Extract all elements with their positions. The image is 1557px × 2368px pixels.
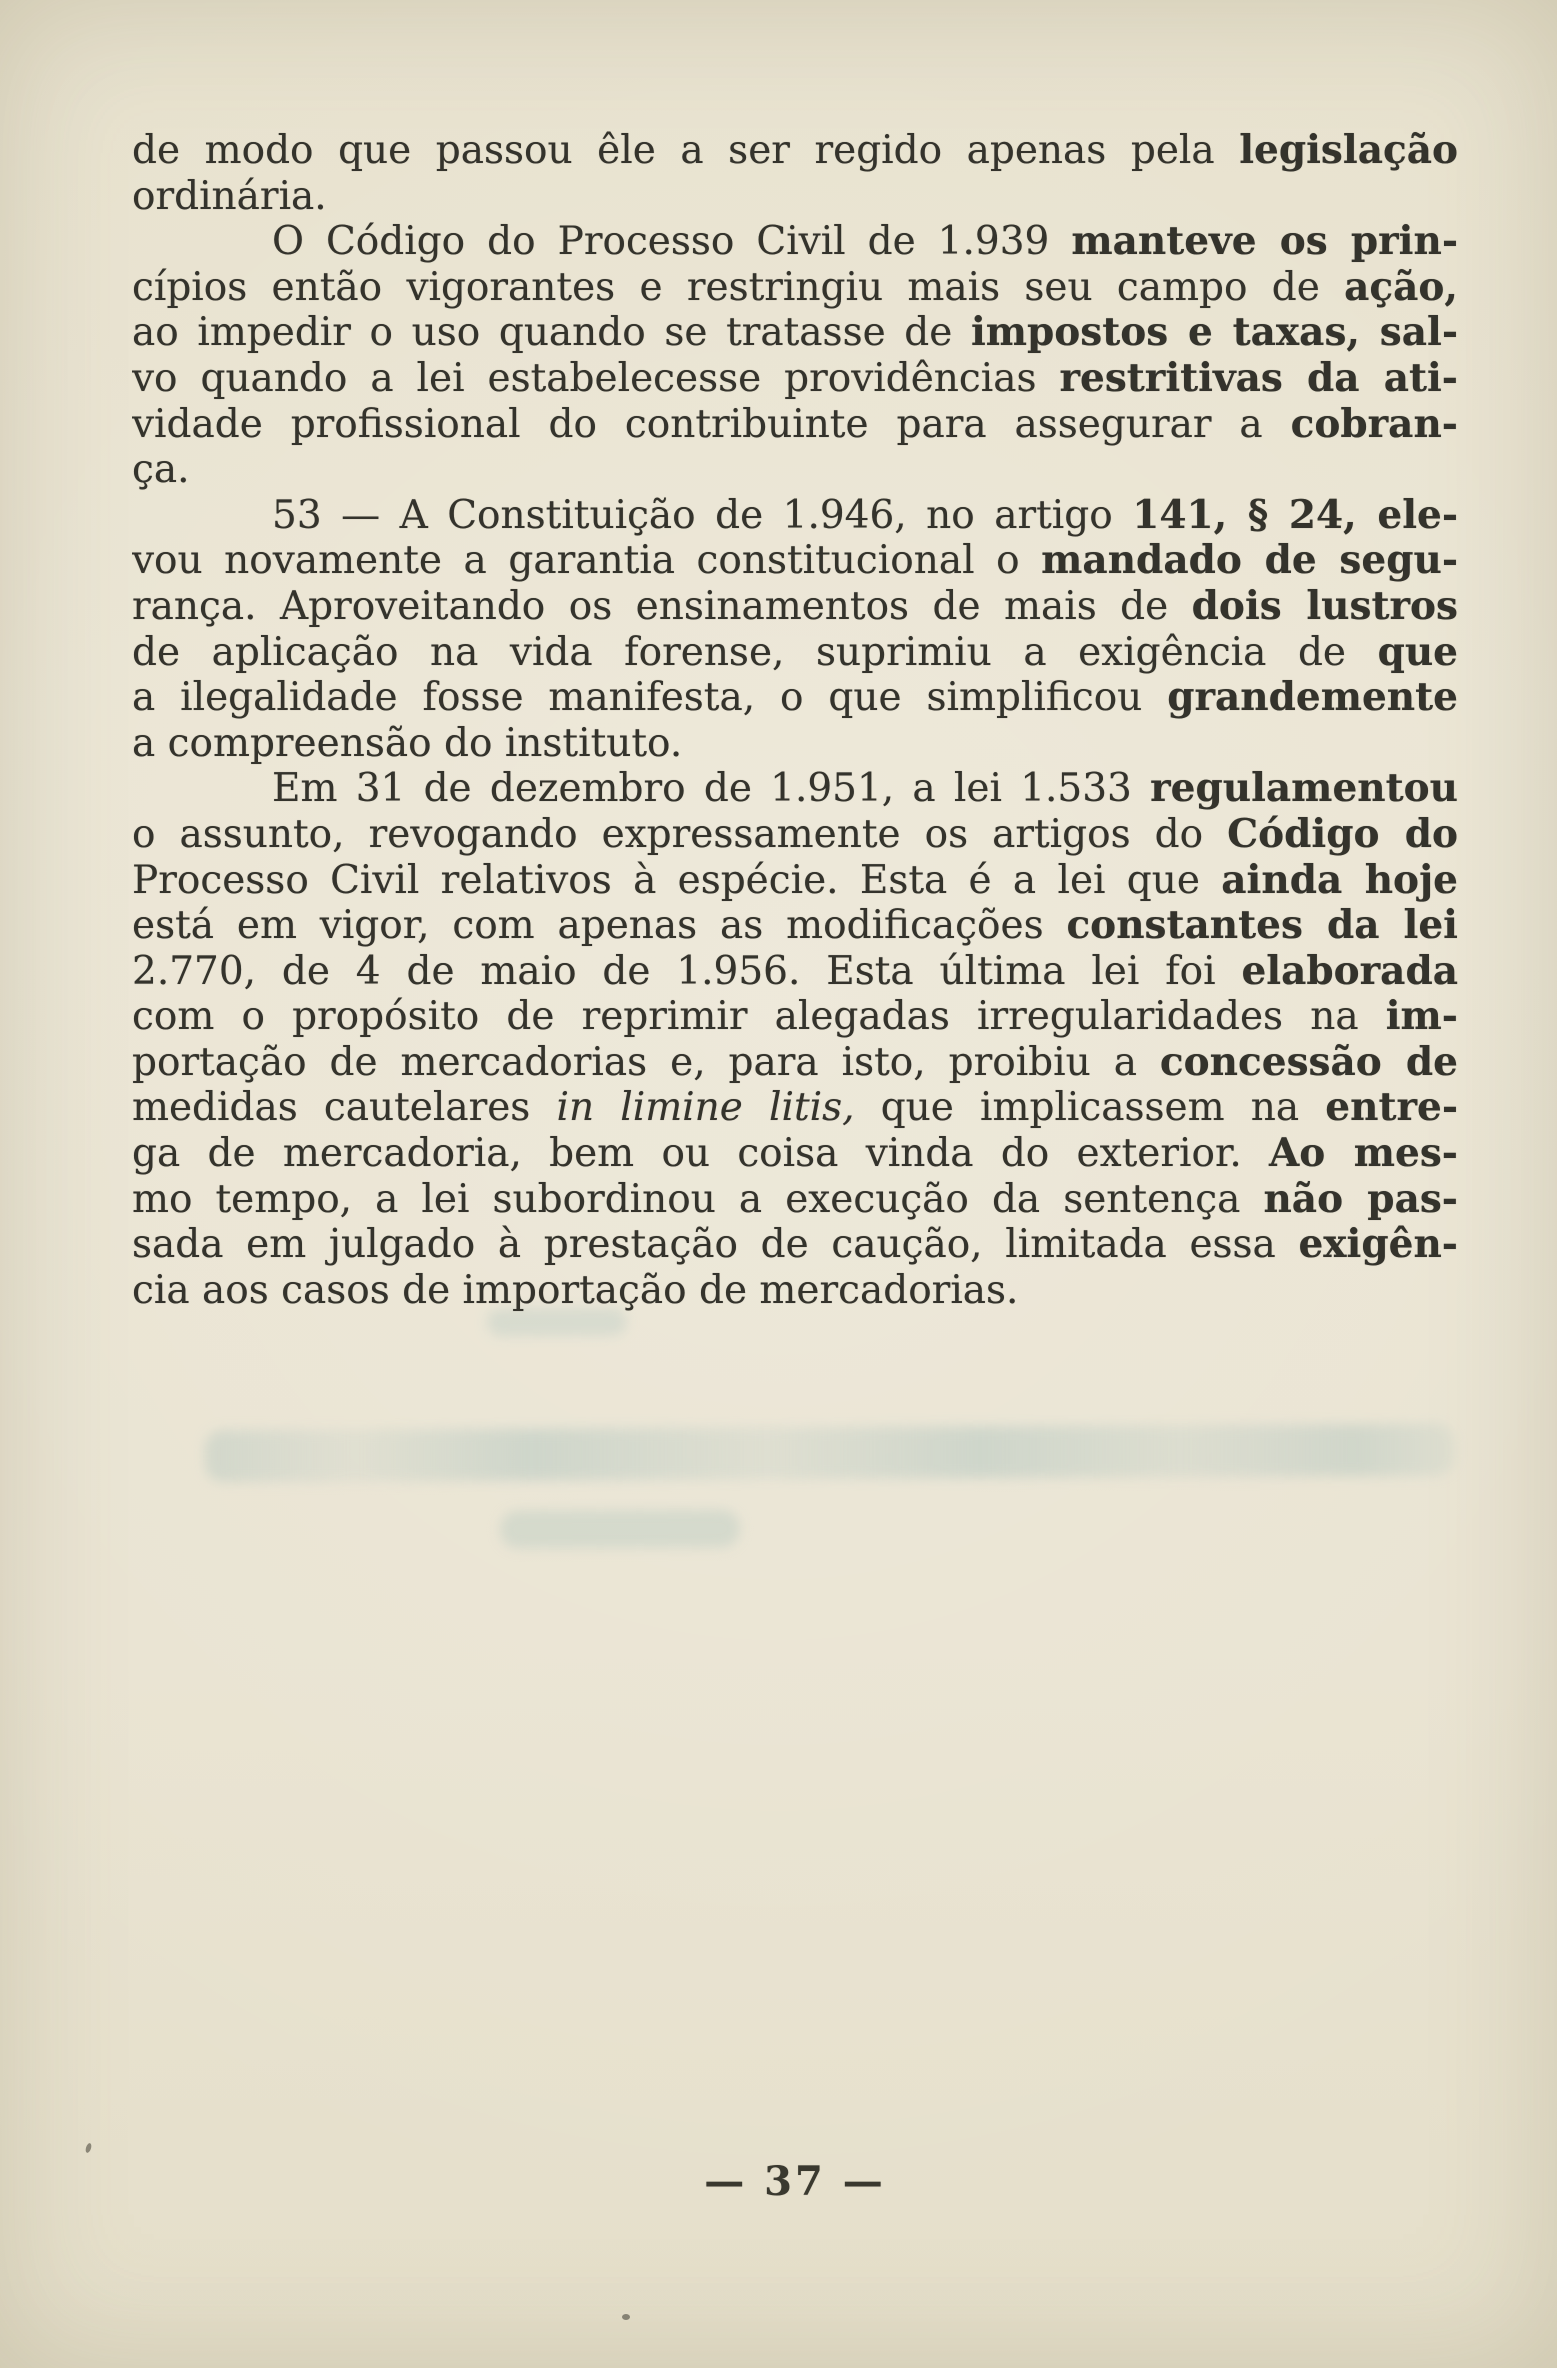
text-line [132,265,1458,311]
text-segment: legislação [1239,128,1458,173]
text-line [132,766,1458,812]
text-line [132,1085,1458,1131]
text-segment: que implicassem na [854,1085,1326,1131]
text-segment: sada em julgado à prestação de caução, limitada essa [132,1222,1299,1268]
text-line [132,219,1458,265]
text-segment: o assunto, revogando expressamente os artigos do [132,811,1228,857]
text-segment: Processo Civil relativos à espécie. Esta é a lei que [132,857,1222,903]
text-segment: elaborada [1241,948,1458,994]
text-segment: regulamentou [1150,766,1458,812]
text-segment: que [1377,629,1458,675]
text-segment: concessão de [1159,1039,1458,1085]
text-segment: está em vigor, com apenas as modificações [132,903,1067,949]
text-segment: ordinária. [132,173,327,219]
text-line [132,402,1458,448]
text-line [132,310,1458,356]
text-segment: Em 31 de dezembro de 1.951, a lei 1.533 [272,766,1151,812]
text-segment: Ao mes- [1269,1131,1458,1177]
text-segment: portação de mercadorias e, para isto, proibiu a [132,1039,1160,1085]
text-line [132,630,1458,676]
text-segment: a compreensão do instituto. [132,720,683,766]
text-line [132,128,1458,174]
text-segment: ga de mercadoria, bem ou coisa vinda do exterior. [132,1131,1270,1177]
text-segment: 53 — A Constituição de 1.946, no artigo [272,492,1133,538]
text-segment: impostos e taxas, sal- [970,310,1458,356]
text-line [132,858,1458,904]
text-segment: 141, § 24, ele- [1132,492,1458,538]
page-number: — 37 — [704,2158,886,2205]
text-segment: Código do [1227,811,1458,857]
text-segment: cia aos casos de importação de mercadorias. [132,1267,1019,1313]
text-segment: 2.770, de 4 de maio de 1.956. Esta última lei foi [132,948,1242,994]
text-line [132,493,1458,539]
text-segment: ação, [1344,264,1458,310]
text-segment: cípios então vigorantes e restringiu mais seu campo de [132,264,1345,310]
text-segment: de aplicação na vida forense, suprimiu a exigência de [132,629,1378,675]
text-segment: entre- [1325,1085,1458,1131]
text-line [132,675,1458,721]
text-segment: in limine litis, [556,1085,855,1131]
text-line [132,584,1458,630]
text-segment: rança. Aproveitando os ensinamentos de mais de [132,583,1192,629]
ink-speck [622,2314,630,2320]
text-segment: de modo que passou êle a ser regido apenas pela [132,128,1240,173]
text-segment: com o propósito de reprimir alegadas irregularidades na [132,994,1386,1040]
text-segment: O Código do Processo Civil de 1.939 [272,219,1072,265]
text-line [132,994,1458,1040]
text-line [132,1268,1458,1314]
text-segment: a ilegalidade fosse manifesta, o que simplificou [132,675,1168,721]
text-line [132,1222,1458,1268]
text-segment: restritivas da ati- [1059,355,1458,401]
text-line [132,1040,1458,1086]
text-segment: medidas cautelares [132,1085,557,1131]
text-line [132,538,1458,584]
text-line [132,721,1458,767]
text-segment: manteve os prin- [1071,219,1458,265]
text-segment: cobran- [1290,401,1458,447]
bleed-through-smudge [205,1424,1455,1483]
bleed-through-smudge [500,1509,740,1548]
text-segment: im- [1385,994,1458,1040]
text-segment: constantes da lei [1066,903,1458,949]
text-line [132,447,1458,493]
text-line [132,1177,1458,1223]
text-line [132,174,1458,220]
text-segment: grandemente [1167,675,1458,721]
text-line [132,356,1458,402]
text-segment: dois lustros [1191,583,1458,629]
text-line [132,1131,1458,1177]
text-segment: vidade profissional do contribuinte para assegurar a [132,401,1291,447]
text-segment: ao impedir o uso quando se tratasse de [132,310,971,356]
text-segment: não pas- [1263,1176,1458,1222]
text-segment: ça. [132,447,190,493]
text-line [132,949,1458,995]
text-segment: vou novamente a garantia constitucional o [132,538,1042,584]
ink-speck [85,2142,93,2153]
text-line [132,812,1458,858]
text-segment: mo tempo, a lei subordinou a execução da sentença [132,1176,1264,1222]
text-segment: exigên- [1298,1222,1458,1268]
text-segment: mandado de segu- [1041,538,1458,584]
text-block [132,128,1458,1313]
text-line [132,903,1458,949]
text-segment: ainda hoje [1221,857,1458,903]
text-segment: vo quando a lei estabelecesse providências [132,355,1060,401]
